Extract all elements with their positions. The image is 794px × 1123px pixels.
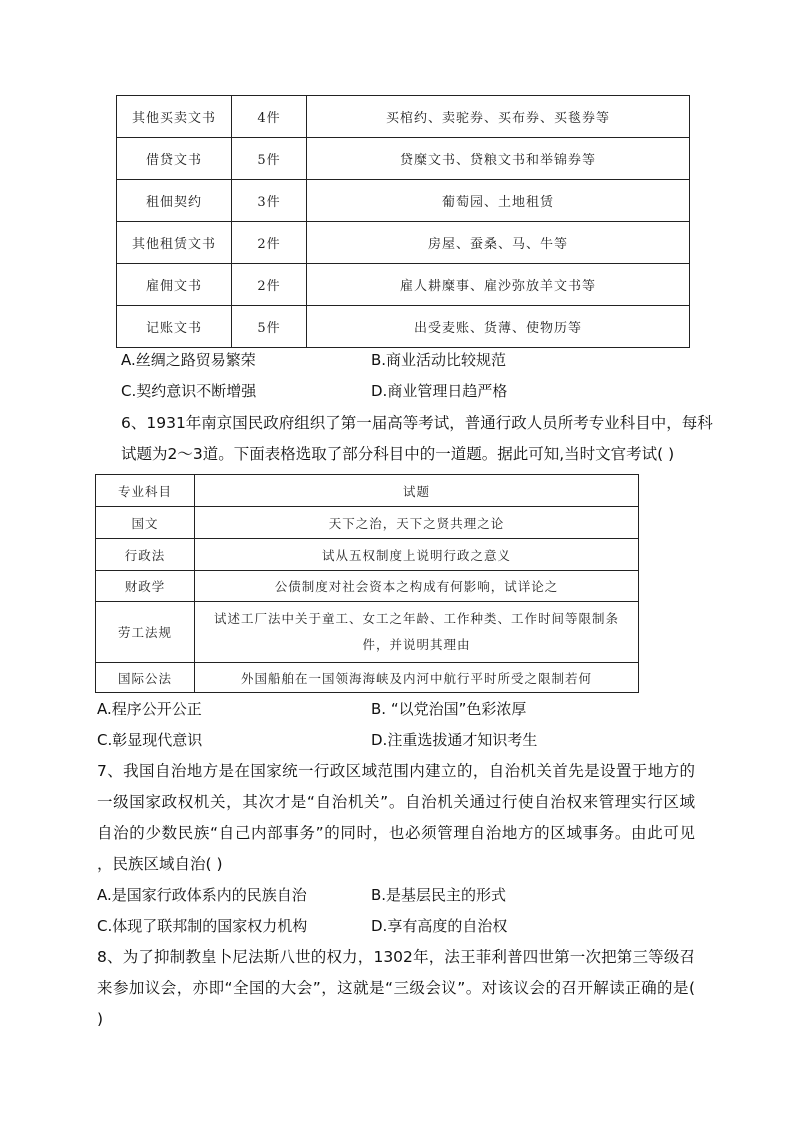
q5-option-c[interactable]: C.契约意识不断增强	[121, 382, 257, 400]
q7-stem-line1: 7、我国自治地方是在国家统一行政区域范围内建立的，自治机关首先是设置于地方的	[97, 762, 695, 780]
q5-option-b[interactable]: B.商业活动比较规范	[371, 351, 507, 369]
q7-option-a[interactable]: A.是国家行政体系内的民族自治	[97, 886, 307, 904]
table-cell-question: 外国船舶在一国领海海峡及内河中航行平时所受之限制若何	[195, 663, 639, 693]
table-row	[96, 602, 639, 663]
table-cell-type: 雇佣文书	[117, 264, 232, 306]
q7-stem-line3: 自治的少数民族“自己内部事务”的同时，也必须管理自治地方的区域事务。由此可见	[97, 824, 695, 842]
table-cell-subject: 国际公法	[96, 663, 195, 693]
q6-option-b[interactable]: B. “以党治国”色彩浓厚	[371, 700, 527, 718]
table-cell-subject: 劳工法规	[96, 602, 195, 663]
exam-subjects-table	[95, 474, 639, 693]
table-cell-count: 4件	[232, 96, 307, 138]
q7-option-d[interactable]: D.享有高度的自治权	[371, 917, 508, 935]
q8-stem-line1: 8、为了抑制教皇卜尼法斯八世的权力，1302年，法王菲利普四世第一次把第三等级召	[97, 948, 695, 966]
table-cell-content: 出受麦账、货薄、使物历等	[307, 306, 690, 348]
table-cell-type: 其他买卖文书	[117, 96, 232, 138]
table-cell-question	[195, 602, 639, 663]
table-row	[117, 138, 690, 180]
table-cell-question: 公债制度对社会资本之构成有何影响，试详论之	[195, 571, 639, 602]
table-cell-question-text: 试述工厂法中关于童工、女工之年龄、工作种类、工作时间等限制条件，并说明其理由	[213, 611, 619, 652]
table-row	[117, 264, 690, 306]
table-cell-content: 房屋、蚕桑、马、牛等	[307, 222, 690, 264]
table-cell-content: 葡萄园、土地租赁	[307, 180, 690, 222]
table-cell-count: 5件	[232, 138, 307, 180]
table-cell-type: 记账文书	[117, 306, 232, 348]
q8-stem-line2: 来参加议会，亦即“全国的大会”，这就是“三级会议”。对该议会的召开解读正确的是(	[97, 979, 695, 997]
table-row	[96, 539, 639, 571]
q8-stem-line3: )	[97, 1010, 104, 1028]
table-row	[117, 180, 690, 222]
table-header-row	[96, 475, 639, 507]
column-header-question: 试题	[195, 475, 639, 507]
table-row	[96, 507, 639, 539]
q6-stem-line2: 试题为2～3道。下面表格选取了部分科目中的一道题。据此可知,当时文官考试( )	[121, 445, 675, 463]
table-cell-type: 租佃契约	[117, 180, 232, 222]
table-cell-content: 买棺约、卖驼券、买布券、买毯券等	[307, 96, 690, 138]
table-row	[96, 571, 639, 602]
q7-stem-line4: ，民族区域自治( )	[97, 855, 223, 873]
table-cell-type: 其他租赁文书	[117, 222, 232, 264]
table-cell-count: 2件	[232, 222, 307, 264]
table-row	[117, 222, 690, 264]
table-cell-type: 借贷文书	[117, 138, 232, 180]
table-cell-question: 天下之治，天下之贤共理之论	[195, 507, 639, 539]
q6-option-c[interactable]: C.彰显现代意识	[97, 731, 203, 749]
table-row	[117, 306, 690, 348]
table-cell-subject: 行政法	[96, 539, 195, 571]
table-cell-content: 贷糜文书、贷粮文书和举锦券等	[307, 138, 690, 180]
table-cell-count: 5件	[232, 306, 307, 348]
table-cell-subject: 国文	[96, 507, 195, 539]
table-cell-count: 3件	[232, 180, 307, 222]
q7-option-c[interactable]: C.体现了联邦制的国家权力机构	[97, 917, 308, 935]
q6-stem-line1: 6、1931年南京国民政府组织了第一届高等考试，普通行政人员所考专业科目中，每科	[121, 414, 713, 432]
table-row	[96, 663, 639, 693]
q5-option-d[interactable]: D.商业管理日趋严格	[371, 382, 508, 400]
q7-stem-line2: 一级国家政权机关，其次才是“自治机关”。自治机关通过行使自治权来管理实行区域	[97, 793, 695, 811]
q7-option-b[interactable]: B.是基层民主的形式	[371, 886, 507, 904]
table-cell-question: 试从五权制度上说明行政之意义	[195, 539, 639, 571]
table-cell-count: 2件	[232, 264, 307, 306]
q6-option-a[interactable]: A.程序公开公正	[97, 700, 202, 718]
table-row	[117, 96, 690, 138]
column-header-subject: 专业科目	[96, 475, 195, 507]
q6-option-d[interactable]: D.注重选拔通才知识考生	[371, 731, 538, 749]
q5-option-a[interactable]: A.丝绸之路贸易繁荣	[121, 351, 256, 369]
table-cell-content: 雇人耕糜事、雇沙弥放羊文书等	[307, 264, 690, 306]
contract-documents-table	[116, 95, 690, 348]
table-cell-subject: 财政学	[96, 571, 195, 602]
